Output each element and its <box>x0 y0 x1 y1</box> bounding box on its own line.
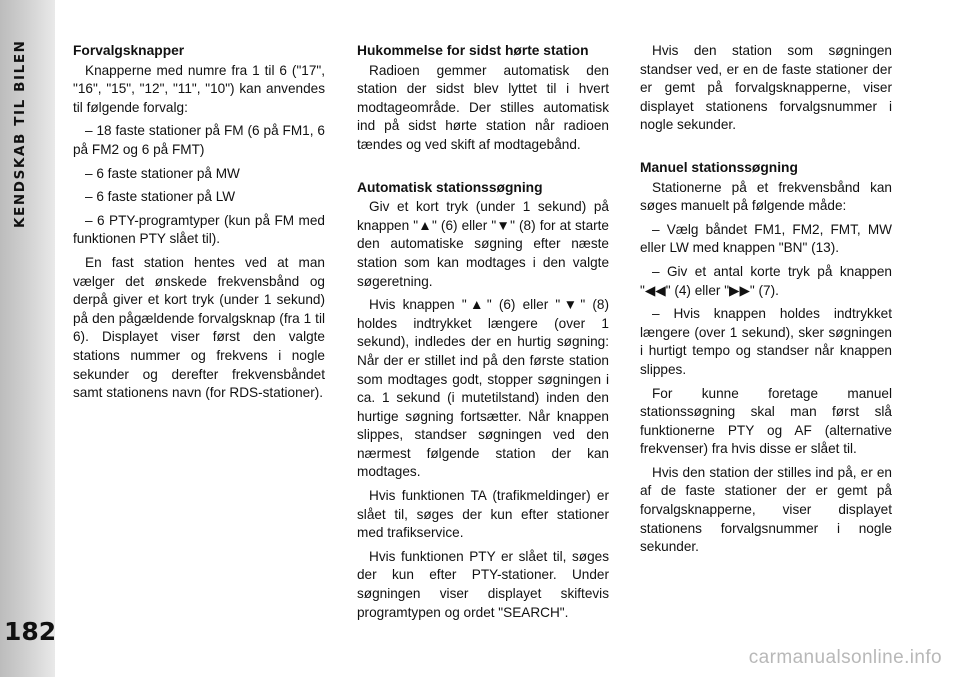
column-2 <box>357 42 609 627</box>
paragraph: Hvis den station som søgningen standser ved, er en de faste stationer der er gemt på forvalgsknapperne, viser displayet stationens forvalgsnummer i nogle sekunder. <box>640 43 892 133</box>
section-title: KENDSKAB TIL BILEN <box>12 39 28 228</box>
heading-hukommelse: Hukommelse for sidst hørte station <box>357 43 589 58</box>
paragraph: Stationerne på et frekvensbånd kan søges manuelt på følgende måde: <box>640 179 892 214</box>
paragraph: En fast station hentes ved at man vælger det ønskede frekvensbånd og derpå giver et kort tryk (under 1 sekund) på den pågældende forvalgsknap (fra 1 til 6). Displayet viser først den valgte stations nummer og frekvens i nogle sekunder og derefter frekvensbåndet samt stationens navn (for RDS-stationer). <box>73 254 325 401</box>
paragraph: Hvis funktionen PTY er slået til, søges der kun efter PTY-stationer. Under søgningen viser displayet skiftevis programtypen og ordet "SEARCH". <box>357 548 609 620</box>
paragraph: – Giv et antal korte tryk på knappen "◀◀" (4) eller "▶▶" (7). <box>640 263 892 298</box>
paragraph: Hvis knappen "▲" (6) eller "▼" (8) holdes indtrykket længere (over 1 sekund), indledes der en hurtig søgning: Når der er stillet ind på den første station som modtages godt, stopper søgningen i ca. 1 sekund (i mutetilstand) inden den hurtige søgning fortsætter. Når knappen slippes, standser søgningen ved den nærmest følgende station der kan modtages. <box>357 297 609 480</box>
paragraph: – Hvis knappen holdes indtrykket længere (over 1 sekund), sker søgningen i hurtigt tempo og standser når knappen slippes. <box>640 306 892 377</box>
column-1 <box>73 42 325 408</box>
page-number: 182 <box>4 617 57 646</box>
paragraph: – 6 PTY-programtyper (kun på FM med funktionen PTY slået til). <box>73 212 325 247</box>
paragraph: Knapperne med numre fra 1 til 6 ("17", "16", "15", "12", "11", "10") kan anvendes til følgende forvalg: <box>73 62 325 115</box>
paragraph: Radioen gemmer automatisk den station der sidst blev lyttet til i hvert modtageområde. Der stilles automatisk ind på sidst hørte station når radioen tændes og ved skift af modtagebånd. <box>357 62 609 152</box>
paragraph: Hvis funktionen TA (trafikmeldinger) er slået til, søges der kun efter stationer med trafikservice. <box>357 488 609 541</box>
paragraph: – Vælg båndet FM1, FM2, FMT, MW eller LW med knappen "BN" (13). <box>640 221 892 256</box>
paragraph: Hvis den station der stilles ind på, er en af de faste stationer der er gemt på forvalgsknapperne, viser displayet stationens forvalgsnummer i nogle sekunder. <box>640 464 892 555</box>
paragraph: Giv et kort tryk (under 1 sekund) på knappen "▲" (6) eller "▼" (8) for at starte den automatiske søgning efter næste station som kan modtages i den valgte søgeretning. <box>357 199 609 289</box>
column-3 <box>640 42 892 562</box>
paragraph: – 6 faste stationer på MW <box>85 165 240 181</box>
paragraph: – 6 faste stationer på LW <box>85 189 236 205</box>
watermark: carmanualsonline.info <box>748 647 942 668</box>
sidebar <box>0 0 55 677</box>
heading-forvalgsknapper: Forvalgsknapper <box>73 43 185 58</box>
heading-manuel-soegning: Manuel stationssøgning <box>640 159 798 175</box>
paragraph: For kunne foretage manuel stationssøgning skal man først slå funktionerne PTY og AF (alternative frekvenser) fra hvis disse er slået til. <box>640 385 892 457</box>
heading-automatisk-soegning: Automatisk stationssøgning <box>357 179 543 195</box>
paragraph: – 18 faste stationer på FM (6 på FM1, 6 på FM2 og 6 på FMT) <box>73 123 325 157</box>
